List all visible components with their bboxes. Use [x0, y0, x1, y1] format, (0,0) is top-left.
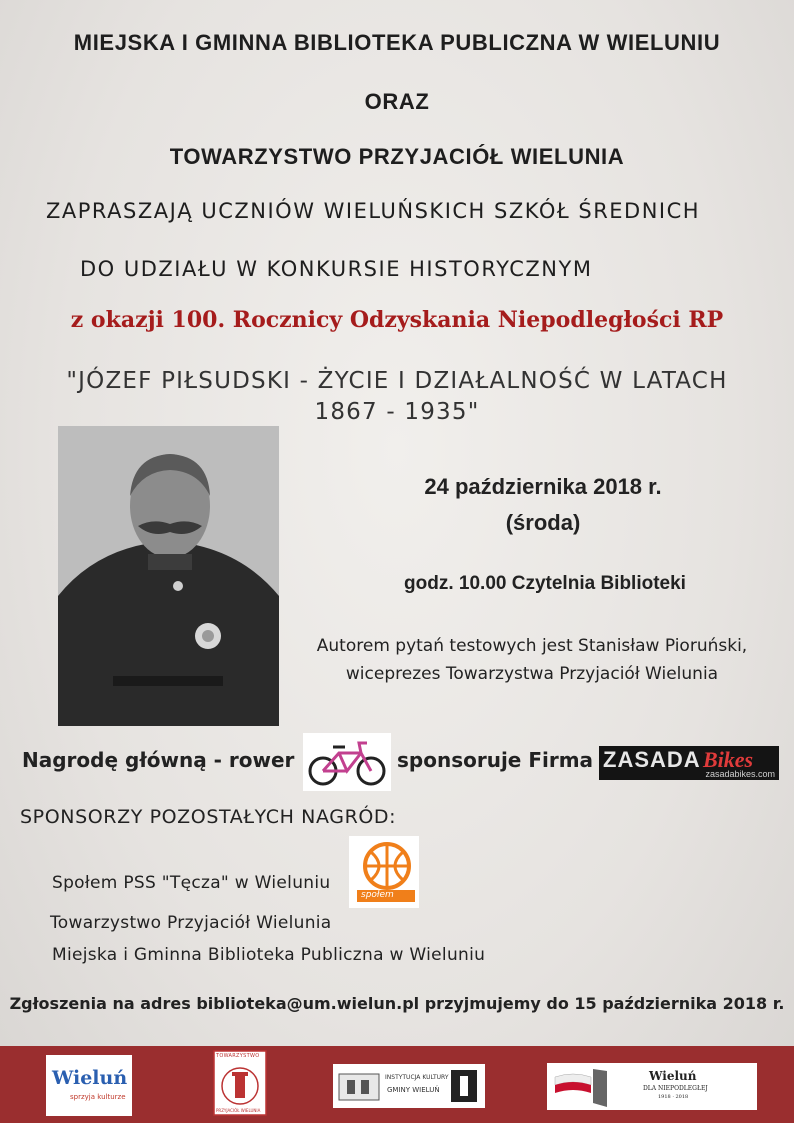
niepodlegla-line-3: 1918 · 2018 — [658, 1094, 689, 1100]
pilsudski-portrait — [58, 426, 279, 726]
event-time-place: godz. 10.00 Czytelnia Biblioteki — [404, 573, 686, 594]
instytucja-line-2: GMINY WIELUŃ — [387, 1086, 440, 1094]
footer-band — [0, 1046, 794, 1123]
zasada-logo-main: ZASADA — [603, 747, 701, 772]
occasion-line: z okazji 100. Rocznicy Odzyskania Niepodległości RP — [70, 307, 724, 333]
towarzystwo-logo-sub: PRZYJACIÓŁ WIELUNIA — [216, 1108, 261, 1113]
zasada-logo-url: zasadabikes.com — [705, 769, 775, 779]
polish-flag-icon — [547, 1063, 607, 1110]
bike-image — [303, 733, 391, 791]
portrait-illustration — [58, 426, 279, 726]
wielun-logo-text: Wieluń — [52, 1067, 128, 1089]
instytucja-line-1: INSTYTUCJA KULTURY — [385, 1074, 449, 1081]
invitation-line-1: ZAPRASZAJĄ UCZNIÓW WIELUŃSKICH SZKÓŁ ŚREDNICH — [46, 199, 701, 223]
event-date: 24 października 2018 r. — [424, 474, 662, 499]
spolem-logo — [349, 836, 419, 908]
sponsor-label: sponsoruje Firma — [397, 748, 594, 772]
niepodlegla-line-2: DLA NIEPODLEGŁEJ — [643, 1085, 708, 1092]
wielun-dla-niepodleglej-logo — [547, 1063, 757, 1110]
contest-title-line-2: 1867 - 1935" — [314, 399, 480, 425]
main-prize-label: Nagrodę główną - rower — [22, 748, 295, 772]
organizer-line-2: TOWARZYSTWO PRZYJACIÓŁ WIELUNIA — [169, 144, 625, 169]
other-sponsors-heading: SPONSORZY POZOSTAŁYCH NAGRÓD: — [20, 806, 397, 828]
bicycle-icon — [303, 733, 391, 791]
sponsor-item-spolem: Społem PSS "Tęcza" w Wieluniu — [52, 873, 331, 893]
event-weekday: (środa) — [505, 510, 581, 535]
niepodlegla-line-1: Wieluń — [649, 1069, 697, 1083]
spolem-logo-text: społem — [361, 890, 394, 900]
wielun-logo-sub: sprzyja kulturze — [70, 1093, 126, 1101]
zasada-bikes-logo — [599, 746, 779, 780]
organizer-connector: ORAZ — [364, 89, 430, 114]
wielun-logo — [46, 1055, 132, 1116]
question-author — [292, 632, 772, 688]
question-author-line-1: Autorem pytań testowych jest Stanisław Pioruński, — [316, 636, 748, 656]
towarzystwo-logo-text: TOWARZYSTWO — [216, 1053, 260, 1059]
instytucja-kultury-logo — [333, 1064, 485, 1108]
invitation-line-2: DO UDZIAŁU W KONKURSIE HISTORYCZNYM — [80, 257, 593, 281]
towarzystwo-emblem-icon — [213, 1050, 267, 1116]
registration-info: Zgłoszenia na adres biblioteka@um.wielun.pl przyjmujemy do 15 października 2018 r. — [9, 994, 785, 1013]
contest-title — [0, 366, 794, 428]
zasada-logo-accent: Bikes — [703, 747, 754, 772]
question-author-line-2: wiceprezes Towarzystwa Przyjaciół Wielunia — [345, 664, 719, 684]
sponsor-item-biblioteka: Miejska i Gminna Biblioteka Publiczna w Wieluniu — [52, 945, 486, 965]
towarzystwo-logo — [213, 1050, 267, 1116]
organizer-line-1: MIEJSKA I GMINNA BIBLIOTEKA PUBLICZNA W WIELUNIU — [73, 30, 721, 55]
contest-title-line-1: "JÓZEF PIŁSUDSKI - ŻYCIE I DZIAŁALNOŚĆ W LATACH — [66, 368, 728, 394]
sponsor-item-towarzystwo: Towarzystwo Przyjaciół Wielunia — [50, 913, 332, 933]
